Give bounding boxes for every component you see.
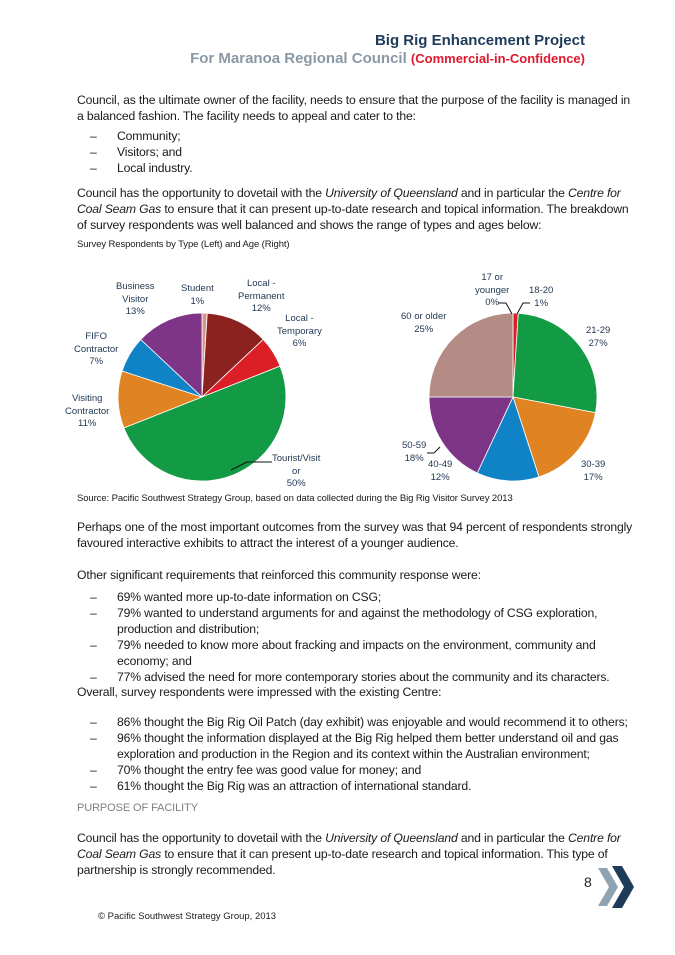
list-item: – 96% thought the information displayed at the Big Rig helped them better understand oil and gas exploration and production in the Region and its context within the Australian environment; [77,730,637,762]
university-name: University of Queensland [325,186,458,200]
label-60-or-older: 60 or older 25% [401,311,447,335]
impressions-list [77,714,637,794]
label-30-39: 30-39 17% [581,459,606,483]
requirements-intro: Other significant requirements that reinforced this community response were: [77,568,481,582]
pie-chart-age [429,313,597,481]
label-50-59: 50-59 18% [402,440,427,464]
client-subtitle: For Maranoa Regional Council (Commercial-in-Confidence) [190,50,585,67]
list-item: – 86% thought the Big Rig Oil Patch (day exhibit) was enjoyable and would recommend it to others; [77,714,637,730]
label-student: Student 1% [181,283,214,307]
copyright: © Pacific Southwest Strategy Group, 2013 [98,911,277,922]
list-item: – 70% thought the entry fee was good value for money; and [77,762,637,778]
outcome-paragraph: Perhaps one of the most important outcomes from the survey was that 94 percent of respondents strongly favoured interactive exhibits to attract the interest of a younger audience. [77,520,633,550]
label-business-visitor: Business Visitor 13% [116,281,155,317]
list-item: – 77% advised the need for more contemporary stories about the community and its characters. [77,669,637,685]
chevron-right-icon [596,866,636,908]
pie-slice [513,313,597,413]
label-tourist-visitor: Tourist/Visit or 50% [272,453,321,489]
impressions-intro: Overall, survey respondents were impressed with the existing Centre: [77,685,442,699]
intro-paragraph: Council, as the ultimate owner of the facility, needs to ensure that the purpose of the facility is managed in a balanced fashion. The facility needs to appeal and cater to the: [77,93,631,123]
label-40-49: 40-49 12% [428,459,453,483]
label-17-or-younger: 17 or younger 0% [475,272,510,308]
centre-name: Centre for Coal Seam Gas [77,831,621,861]
list-item: – 79% wanted to understand arguments for and against the methodology of CSG exploration, production and distribution; [77,605,637,637]
page-number: 8 [584,874,592,890]
leader-line [427,447,440,453]
university-name: University of Queensland [325,831,458,845]
partnership-paragraph: Council has the opportunity to dovetail with the University of Queensland and in particular the Centre for Coal Seam Gas to ensure that it can present up-to-date research and topical information. This type of partnership is strongly recommended. [77,831,621,877]
list-item: – Community; [77,128,637,144]
section-heading: PURPOSE OF FACILITY [77,802,198,814]
pie-chart-type [118,313,286,481]
list-item: – Local industry. [77,160,637,176]
list-item: – Visitors; and [77,144,637,160]
label-fifo-contractor: FIFO Contractor 7% [74,331,119,367]
label-18-20: 18-20 1% [529,285,554,309]
figure-caption: Survey Respondents by Type (Left) and Age (Right) [77,239,290,250]
confidentiality-label: (Commercial-in-Confidence) [410,51,585,66]
dovetail-paragraph: Council has the opportunity to dovetail with the University of Queensland and in particular the Centre for Coal Seam Gas to ensure that it can present up-to-date research and topical information. The breakdown of survey respondents was well balanced and shows the range of types and ages below: [77,186,629,232]
list-item: – 61% thought the Big Rig was an attraction of international standard. [77,778,637,794]
requirements-list [77,589,637,685]
centre-name: Centre for Coal Seam Gas [77,186,621,216]
label-local-permanent: Local - Permanent 12% [238,278,285,314]
label-visiting-contractor: Visiting Contractor 11% [65,393,110,429]
label-local-temporary: Local - Temporary 6% [277,313,322,349]
project-title: Big Rig Enhancement Project [374,32,585,49]
figure-source: Source: Pacific Southwest Strategy Group, based on data collected during the Big Rig Visitor Survey 2013 [77,493,513,504]
label-21-29: 21-29 27% [586,325,611,349]
list-item: – 79% needed to know more about fracking and impacts on the environment, community and economy; and [77,637,637,669]
list-item: – 69% wanted more up-to-date information on CSG; [77,589,637,605]
